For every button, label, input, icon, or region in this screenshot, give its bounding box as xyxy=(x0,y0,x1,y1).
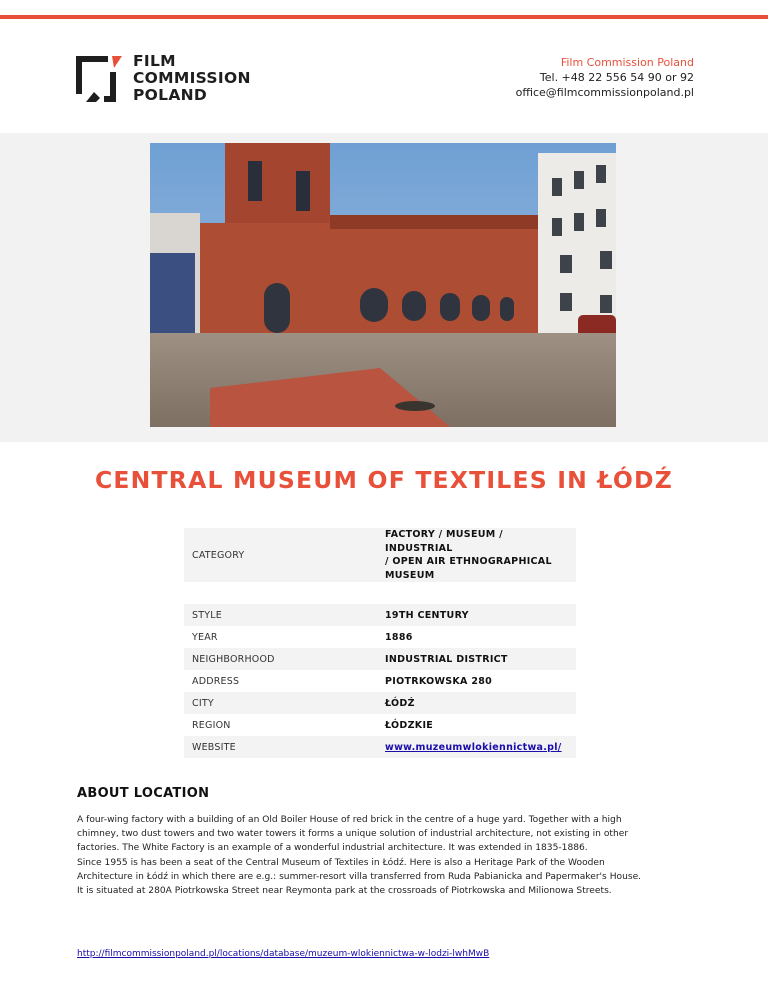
row-label: STYLE xyxy=(184,604,377,626)
about-text xyxy=(77,813,697,898)
location-photo xyxy=(150,143,616,427)
table-row xyxy=(184,714,576,736)
about-line: A four-wing factory with a building of an Old Boiler House of red brick in the centre of a huge yard. Together with a high xyxy=(77,815,622,825)
row-value xyxy=(377,528,576,582)
about-heading: ABOUT LOCATION xyxy=(77,786,210,801)
table-row xyxy=(184,626,576,648)
row-value: PIOTRKOWSKA 280 xyxy=(385,675,493,687)
category-line: MUSEUM xyxy=(385,569,435,581)
table-gap xyxy=(184,582,576,604)
category-line: / OPEN AIR ETHNOGRAPHICAL xyxy=(385,556,552,567)
table-row xyxy=(184,692,576,714)
table-row xyxy=(184,670,576,692)
table-row xyxy=(184,736,576,758)
website-link[interactable]: www.muzeumwlokiennictwa.pl/ xyxy=(385,741,562,753)
table-row-category xyxy=(184,528,576,582)
logo[interactable] xyxy=(74,36,254,106)
row-value: 19TH CENTURY xyxy=(377,604,576,626)
about-line: chimney, two dust towers and two water towers it forms a unique solution of industrial architecture, not existing in other xyxy=(77,829,629,840)
table-row xyxy=(184,648,576,670)
logo-line: COMMISSION xyxy=(133,69,251,87)
about-line: Architecture in Łódź in which there are e.g.: summer-resort villa transferred from Ruda Pabianicka and Papermaker's House. xyxy=(77,871,642,882)
about-line: It is situated at 280A Piotrkowska Street near Reymonta park at the crossroads of Piotrkowska and Milionowa Streets. xyxy=(77,886,612,897)
contact-organization: Film Commission Poland xyxy=(560,56,694,69)
contact-email[interactable]: office@filmcommissionpoland.pl xyxy=(515,86,694,99)
row-label: CATEGORY xyxy=(184,528,377,582)
contact-phone: Tel. +48 22 556 54 90 or 92 xyxy=(539,71,694,84)
logo-line: POLAND xyxy=(133,86,208,104)
contact-block xyxy=(516,55,694,100)
about-line: Since 1955 is has been a seat of the Central Museum of Textiles in Łódź. Here is also a Heritage Park of the Wooden xyxy=(77,857,605,868)
source-link[interactable]: http://filmcommissionpoland.pl/locations/database/muzeum-wlokiennictwa-w-lodzi-lwhMwB xyxy=(77,949,490,959)
logo-text xyxy=(133,53,251,104)
row-label: CITY xyxy=(184,692,377,714)
row-value xyxy=(377,736,576,758)
row-value: 1886 xyxy=(385,631,413,643)
row-label: REGION xyxy=(192,719,231,731)
row-value: ŁÓDŹ xyxy=(377,692,576,714)
row-label: YEAR xyxy=(192,631,218,643)
row-value: ŁÓDZKIE xyxy=(385,719,434,731)
table-row xyxy=(184,604,576,626)
location-info-table xyxy=(184,528,576,758)
row-label: WEBSITE xyxy=(184,736,377,758)
row-label: ADDRESS xyxy=(192,675,240,687)
logo-line: FILM xyxy=(133,52,176,70)
category-line: FACTORY / MUSEUM / INDUSTRIAL xyxy=(385,529,503,554)
about-line: factories. The White Factory is an example of a wonderful industrial architecture. It was extended in 1835-1886. xyxy=(77,843,588,854)
row-value: INDUSTRIAL DISTRICT xyxy=(377,648,576,670)
page-title: CENTRAL MUSEUM OF TEXTILES IN ŁÓDŹ xyxy=(94,466,674,494)
row-label: NEIGHBORHOOD xyxy=(184,648,377,670)
film-frame-logo-icon xyxy=(74,54,124,104)
